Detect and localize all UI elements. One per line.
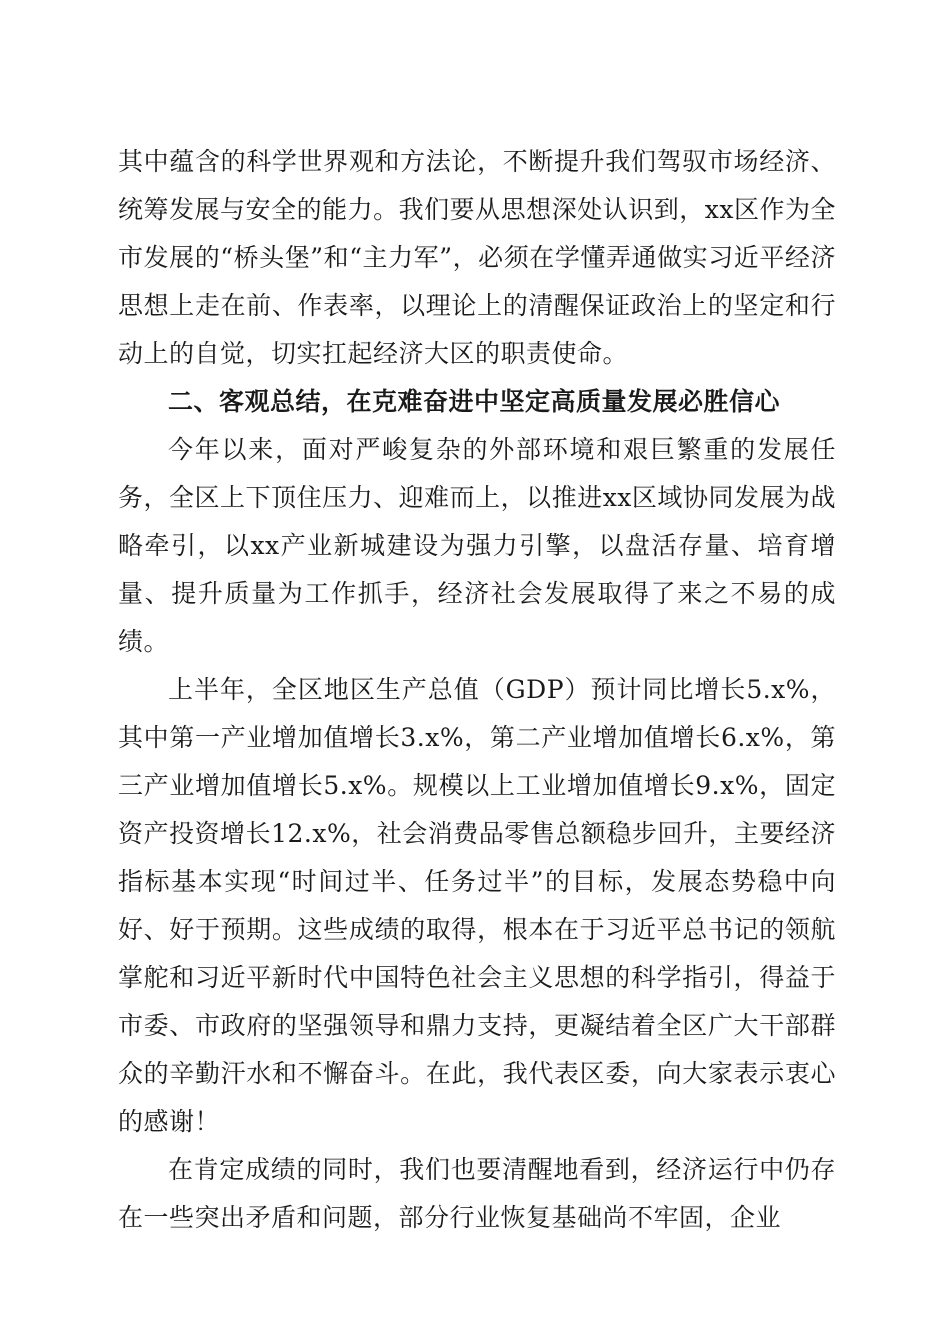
paragraph: 今年以来，面对严峻复杂的外部环境和艰巨繁重的发展任务，全区上下顶住压力、迎难而上，以推进xx区域协同发展为战略牵引，以xx产业新城建设为强力引擎，以盘活存量、培育增量、提升质量为工作抓手，经济社会发展取得了来之不易的成绩。 [118,435,836,656]
paragraph: 在肯定成绩的同时，我们也要清醒地看到，经济运行中仍存在一些突出矛盾和问题，部分行业恢复基础尚不牢固，企业 [118,1155,836,1232]
paragraph: 上半年，全区地区生产总值（GDP）预计同比增长5.x%，其中第一产业增加值增长3.x%，第二产业增加值增长6.x%，第三产业增加值增长5.x%。规模以上工业增加值增长9.x%，固定资产投资增长12.x%，社会消费品零售总额稳步回升，主要经济指标基本实现“时间过半、任务过半”的目标，发展态势稳中向好、好于预期。这些成绩的取得，根本在于习近平总书记的领航掌舵和习近平新时代中国特色社会主义思想的科学指引，得益于市委、市政府的坚强领导和鼎力支持，更凝结着全区广大干部群众的辛勤汗水和不懈奋斗。在此，我代表区委，向大家表示衷心的感谢！ [118,675,836,1136]
document-body [118,138,836,1242]
section-heading: 二、客观总结，在克难奋进中坚定高质量发展必胜信心 [168,387,781,416]
paragraph-continuation: 其中蕴含的科学世界观和方法论，不断提升我们驾驭市场经济、统筹发展与安全的能力。我们要从思想深处认识到，xx区作为全市发展的“桥头堡”和“主力军”，必须在学懂弄通做实习近平经济思想上走在前、作表率，以理论上的清醒保证政治上的坚定和行动上的自觉，切实扛起经济大区的职责使命。 [118,147,836,368]
